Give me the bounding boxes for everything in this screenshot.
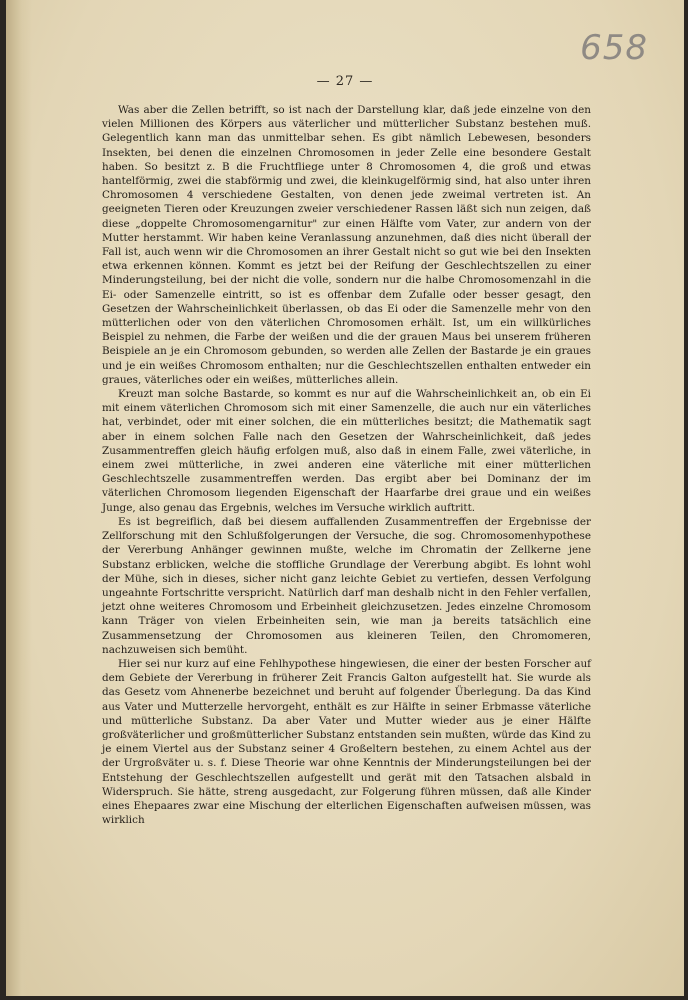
paragraph-3: Es ist begreiflich, daß bei diesem auffallenden Zusammentreffen der Ergebnisse der Zellforschung mit den Schlußfolgerungen der Versuche, die sog. Chromosomenhypothese der Vererbung Anhänger gewinnen mußte, welche im Chromatin der Zellkerne jene Substanz erblicken, welche die stoffliche Grundlage der Vererbung abgibt. Es lohnt wohl der Mühe, sich in dieses, sicher nicht ganz leichte Gebiet zu vertiefen, dessen Verfolgung ungeahnte Fortschritte verspricht. Natürlich darf man deshalb nicht in den Fehler verfallen, jetzt ohne weiteres Chromosom und Erbeinheit gleichzusetzen. Jedes einzelne Chromosom kann Träger von vielen Erbeinheiten sein, wie man ja bereits tatsächlich eine Zusammensetzung der Chromosomen aus kleineren Teilen, den Chromomeren, nachzuweisen sich bemüht. (102, 515, 591, 656)
handwritten-archive-number: 658 (580, 28, 648, 68)
page-gutter-shadow (6, 0, 32, 996)
paragraph-2: Kreuzt man solche Bastarde, so kommt es nur auf die Wahrscheinlichkeit an, ob ein Ei mit einem väterlichen Chromosom sich mit einer Samenzelle, die auch nur ein väterliches hat, verbindet, oder mit einer solchen, die ein mütterliches besitzt; die Mathematik sagt aber in einem solchen Falle nach den Gesetzen der Wahrscheinlichkeit, daß jedes Zusammentreffen gleich häufig erfolgen muß, also daß in einem Falle, zwei väterliche, in einem zwei mütterliche, in zwei anderen eine väterliche mit einer mütterlichen Geschlechtszelle zusammentreffen werden. Das ergibt aber bei Dominanz der im väterlichen Chromosom liegenden Eigenschaft der Haarfarbe drei graue und ein weißes Junge, also genau das Ergebnis, welches im Versuche wirklich auftritt. (102, 388, 591, 514)
page-number: — 27 — (316, 74, 374, 89)
body-text (102, 103, 591, 827)
paragraph-4: Hier sei nur kurz auf eine Fehlhypothese hingewiesen, die einer der besten Forscher auf dem Gebiete der Vererbung in früherer Zeit Francis Galton aufgestellt hat. Sie wurde als das Gesetz vom Ahnenerbe bezeichnet und beruht auf folgender Überlegung. Da das Kind aus Vater und Mutterzelle hervorgeht, enthält es zur Hälfte in seiner Erbmasse väterliche und mütterliche Substanz. Da aber Vater und Mutter wieder aus je einer Hälfte großväterlicher und großmütterlicher Substanz entstanden sein mußten, würde das Kind zu je einem Viertel aus der Substanz seiner 4 Großeltern bestehen, zu einem Achtel aus der der Urgroßväter u. s. f. Diese Theorie war ohne Kenntnis der Minderungsteilungen bei der Entstehung der Geschlechtszellen aufgestellt und gerät mit den Tatsachen alsbald in Widerspruch. Sie hätte, streng ausgedacht, zur Folgerung führen müssen, daß alle Kinder eines Ehepaares zwar eine Mischung der elterlichen Eigenschaften aufweisen müssen, was wirklich (102, 657, 591, 827)
paragraph-1: Was aber die Zellen betrifft, so ist nach der Darstellung klar, daß jede einzelne von den vielen Millionen des Körpers aus väterlicher und mütterlicher Substanz bestehen muß. Gelegentlich kann man das unmittelbar sehen. Es gibt nämlich Lebewesen, besonders Insekten, bei denen die einzelnen Chromosomen in jeder Zelle eine besondere Gestalt haben. So besitzt z. B die Fruchtfliege unter 8 Chromosomen 4, die groß und etwas hantelförmig, zwei die stabförmig und zwei, die kleinkugelförmig sind, hat also unter ihren Chromosomen 4 verschiedene Gestalten, von denen jede zweimal vertreten ist. An geeigneten Tieren oder Kreuzungen zweier verschiedener Rassen läßt sich nun zeigen, daß diese „doppelte Chromosomengarnitur" zur einen Hälfte vom Vater, zur andern von der Mutter herstammt. Wir haben keine Veranlassung anzunehmen, daß dies nicht überall der Fall ist, auch wenn wir die Chromosomen an ihrer Gestalt nicht so gut wie bei den Insekten etwa erkennen können. Kommt es jetzt bei der Reifung der Geschlechtszellen zu einer Minderungsteilung, bei der nicht die volle, sondern nur die halbe Chromosomenzahl in die Ei- oder Samenzelle eintritt, so ist es offenbar dem Zufalle oder besser gesagt, den Gesetzen der Wahrscheinlichkeit überlassen, ob das Ei oder die Samenzelle mehr von den mütterlichen oder von den väterlichen Chromosomen erhält. Ist, um ein willkürliches Beispiel zu nehmen, die Farbe der weißen und die der grauen Maus bei unserem früheren Beispiele an je ein Chromosom gebunden, so werden alle Zellen der Bastarde je ein graues und je ein weißes Chromosom enthalten; nur die Geschlechtszellen enthalten entweder ein graues, väterliches oder ein weißes, mütterliches allein. (102, 104, 591, 386)
document-page (6, 0, 684, 996)
